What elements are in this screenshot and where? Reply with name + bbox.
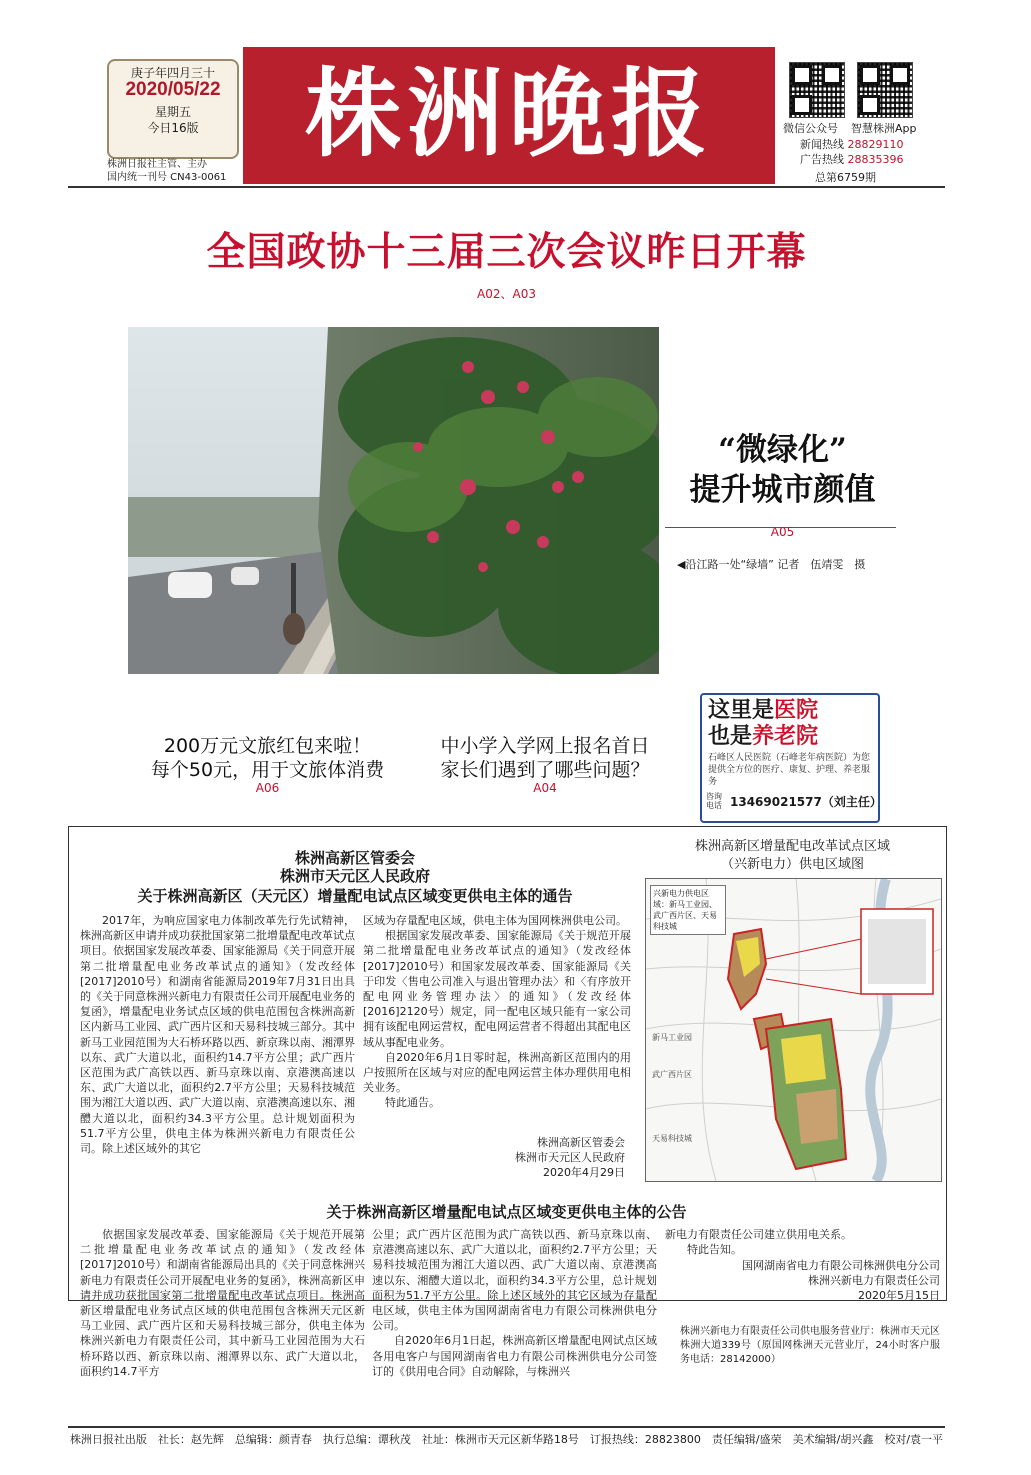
notice1-col1-text: 2017年，为响应国家电力体制改革先行先试精神，株洲高新区申请并成功获批国家第二批增量配电改革试点项目。依据国家发展改革委、国家能源局《关于同意开展第二批增量配电业务改革试点的通知》（发改经体[2017]2010号）和湖南省能源局2019年7月31日出具的《关于同意株洲兴新电力有限责任公司开展配电业务的复函》，增量配电业务试点区域的供电范围包含株洲高新区内新马工业园、武广西片区和天易科技城三部分。其中新马工业园范围为大石桥环路以西、新京珠以南、湘潭界以东、武广大道以北，面积约14.7平方公里；武广西片区范围为武广高铁以西、新马京珠以南、京港澳高速以东、武广大道以北，面积约2.7平方公里；天易科技城范围为湘江大道以西、武广大道以南、京港澳高速以东、湘醴大道以北，面积约34.3平方公里。总计规划面积为51.7平方公里，供电主体为株洲兴新电力有限责任公司。除上述区域外的其它 xyxy=(80,914,355,1156)
notice1-signature xyxy=(363,1135,625,1180)
notice1-title: 关于株洲高新区（天元区）增量配电试点区域变更供电主体的通告 xyxy=(137,887,573,905)
notice1-col2-p1: 区域为存量配电区域，供电主体为国网株洲供电公司。 xyxy=(363,914,627,927)
notice1-column2 xyxy=(363,913,631,1111)
map-label-xinma: 新马工业园 xyxy=(652,1033,692,1042)
notice2-column2 xyxy=(372,1227,657,1379)
ad-description: 石峰区人民医院（石峰老年病医院）为您提供全方位的医疗、康复、护理、养老服务 xyxy=(708,753,871,787)
notice1-col2-p2: 根据国家发展改革委、国家能源局《关于规范开展第二批增量配电业务改革试点的通知》（发改经体[2017]2010号）和国家发展改革委、国家能源局《关于印发〈售电公司准入与退出管理办法〉和〈有序放开配电网业务管理办法〉的通知》（发改经体[2016]2120号）规定，同一配电区域只能有一家公司拥有该配电网运营权，配电网运营者不得超出其配电区域从事配电业务。 xyxy=(363,929,631,1049)
qr-app-label: 智慧株洲App xyxy=(851,122,917,135)
supply-area-map[interactable] xyxy=(645,878,942,1182)
weekday: 星期五 xyxy=(154,105,191,119)
ad-contact-label-1: 咨询 xyxy=(706,792,722,801)
teaser-2-page-ref[interactable]: A04 xyxy=(533,781,557,795)
footer-credits: 株洲日报社出版 社长：赵先辉 总编辑：颜青春 执行总编：谭秋茂 社址：株洲市天元区新华路18号 订报热线：28823800 责任编辑/盛荣 美术编辑/胡兴鑫 校对/袁一平 xyxy=(69,1433,944,1446)
notice2-sig1: 国网湖南省电力有限公司株洲供电分公司 xyxy=(742,1259,940,1272)
publisher-info xyxy=(107,158,247,184)
issue-number: 总第6759期 xyxy=(815,171,876,184)
notice2-col3-p2: 特此告知。 xyxy=(687,1243,742,1257)
feature-headline[interactable] xyxy=(665,430,900,510)
notice2-service-info: 株洲兴新电力有限责任公司供电服务营业厅：株洲市天元区株洲大道339号（原国网株洲天元营业厅，24小时客户服务电话：28142000） xyxy=(680,1326,940,1365)
teaser-2-line1: 中小学入学网上报名首日 xyxy=(440,735,650,757)
teaser-1-page-ref[interactable]: A06 xyxy=(255,781,280,795)
news-hotline-label: 新闻热线 xyxy=(800,138,844,151)
ad-contact-label-2: 电话 xyxy=(706,801,722,810)
notice1-sig1: 株洲高新区管委会 xyxy=(537,1136,625,1149)
news-hotline xyxy=(800,137,904,152)
notice1-sig-date: 2020年4月29日 xyxy=(543,1166,625,1179)
ad-hotline-label: 广告热线 xyxy=(800,153,844,166)
map-title-line1: 株洲高新区增量配电改革试点区域 xyxy=(694,839,890,854)
date-box xyxy=(107,59,239,159)
ad-line2 xyxy=(708,723,818,749)
ad-phone[interactable]: 13469021577（刘主任） xyxy=(730,795,882,809)
notice2-col2-p1: 公里；武广西片区范围为武广高铁以西、新马京珠以南、京港澳高速以东、武广大道以北，面积约2.7平方公里；天易科技城范围为湘江大道以西、武广大道以南、京港澳高速以东、湘醴大道以北，面积约34.3平方公里，总计规划面积为51.7平方公里。除上述区域外的其它区域为存量配电区域，供电主体为国网湖南省电力有限公司株洲供电分公司。 xyxy=(372,1228,657,1333)
ad-line1-highlight: 医院 xyxy=(774,697,819,723)
map-label-wuguang: 武广西片区 xyxy=(652,1070,692,1079)
cn-number: 国内统一刊号 CN43-0061 xyxy=(107,172,227,183)
ad-line2-highlight: 养老院 xyxy=(752,723,819,749)
notice1-org1: 株洲高新区管委会 xyxy=(294,849,415,867)
ad-contact-label xyxy=(706,792,722,810)
teaser-1-line2: 每个50元，用于文旅体消费 xyxy=(150,759,385,781)
teaser-2-line2: 家长们遇到了哪些问题？ xyxy=(440,759,650,781)
notice2-sig2: 株洲兴新电力有限责任公司 xyxy=(808,1274,940,1287)
feature-title-line1: “微绿化” xyxy=(718,432,847,468)
map-title-line2: （兴新电力）供电区域图 xyxy=(720,857,864,872)
notice2-col2-p2: 自2020年6月1日起，株洲高新区增量配电网试点区域各用电客户与国网湖南省电力有限公司株洲供电分公司签订的《供用电合同》自动解除，与株洲兴 xyxy=(372,1334,657,1378)
qr-wechat-label: 微信公众号 xyxy=(783,122,838,135)
masthead-divider xyxy=(68,186,945,188)
notice2-column3 xyxy=(665,1227,940,1257)
headline-page-ref[interactable]: A02、A03 xyxy=(477,287,536,301)
map-legend: 兴新电力供电区域：新马工业园、武广西片区、天易科技城 xyxy=(650,885,726,935)
app-qr-code[interactable] xyxy=(857,62,913,118)
map-title xyxy=(645,838,940,874)
notice2-col1-text: 依据国家发展改革委、国家能源局《关于规范开展第二批增量配电业务改革试点的通知》（发改经体[2017]2010号）和湖南省能源局出具的《关于同意株洲兴新电力有限责任公司开展配电业务的复函》，株洲高新区申请并成功获批国家第二批增量配电改革试点项目。株洲高新区增量配电业务试点区域的供电范围包含株洲天元区新马工业园、武广西片区和天易科技城三部分，供电主体为株洲兴新电力有限责任公司，其中新马工业园范围为大石桥环路以西、新京珠以南、湘潭界以东、武广大道以北，面积约14.7平方 xyxy=(80,1228,365,1378)
notice1-sig2: 株洲市天元区人民政府 xyxy=(515,1151,625,1164)
news-hotline-number: 28829110 xyxy=(847,138,904,151)
map-label-tianyi: 天易科技城 xyxy=(652,1134,692,1143)
wechat-qr-code[interactable] xyxy=(789,62,845,118)
notice2-sig-date: 2020年5月15日 xyxy=(858,1289,940,1302)
notice2-column1 xyxy=(80,1227,365,1379)
notice2-col3-p1: 新电力有限责任公司建立供用电关系。 xyxy=(665,1228,852,1241)
ad-line2-text: 也是 xyxy=(708,723,753,749)
masthead-banner xyxy=(243,47,775,184)
feature-photo xyxy=(128,327,659,674)
feature-page-ref[interactable]: A05 xyxy=(770,525,795,539)
notice1-col2-p3: 自2020年6月1日零时起，株洲高新区范围内的用户按照所在区域与对应的配电网运营主体办理供用电相关业务。 xyxy=(363,1050,631,1095)
ad-hotline-number: 28835396 xyxy=(847,153,904,166)
teaser-1-line1: 200万元文旅红包来啦！ xyxy=(163,735,372,757)
ad-line1 xyxy=(708,697,818,723)
issue-date: 2020/05/22 xyxy=(125,79,221,100)
newspaper-title: 株洲晚报 xyxy=(305,57,713,170)
teaser-school-enrollment[interactable] xyxy=(410,734,680,782)
photo-caption: ◀沿江路一处“绿墙” 记者 伍靖雯 摄 xyxy=(677,558,866,571)
lunar-date: 庚子年四月三十 xyxy=(130,66,215,80)
teaser-culture-tourism[interactable] xyxy=(125,734,410,782)
notice2-signature xyxy=(665,1258,940,1303)
notice1-col2-p4: 特此通告。 xyxy=(385,1096,440,1110)
hospital-ad[interactable] xyxy=(700,693,880,823)
notice1-column1 xyxy=(80,913,355,1156)
notice1-org2: 株洲市天元区人民政府 xyxy=(279,867,430,885)
notice2-title: 关于株洲高新区增量配电试点区域变更供电主体的公告 xyxy=(326,1203,687,1221)
headline[interactable]: 全国政协十三届三次会议昨日开幕 xyxy=(206,230,807,275)
ad-line1-text: 这里是 xyxy=(708,697,775,723)
green-wall-photo xyxy=(128,327,659,674)
sponsor-text: 株洲日报社主管、主办 xyxy=(107,159,207,170)
ad-hotline xyxy=(800,152,904,167)
page-count: 今日16版 xyxy=(147,121,199,135)
feature-title-line2: 提升城市颜值 xyxy=(689,472,876,508)
footer-divider xyxy=(68,1426,945,1428)
